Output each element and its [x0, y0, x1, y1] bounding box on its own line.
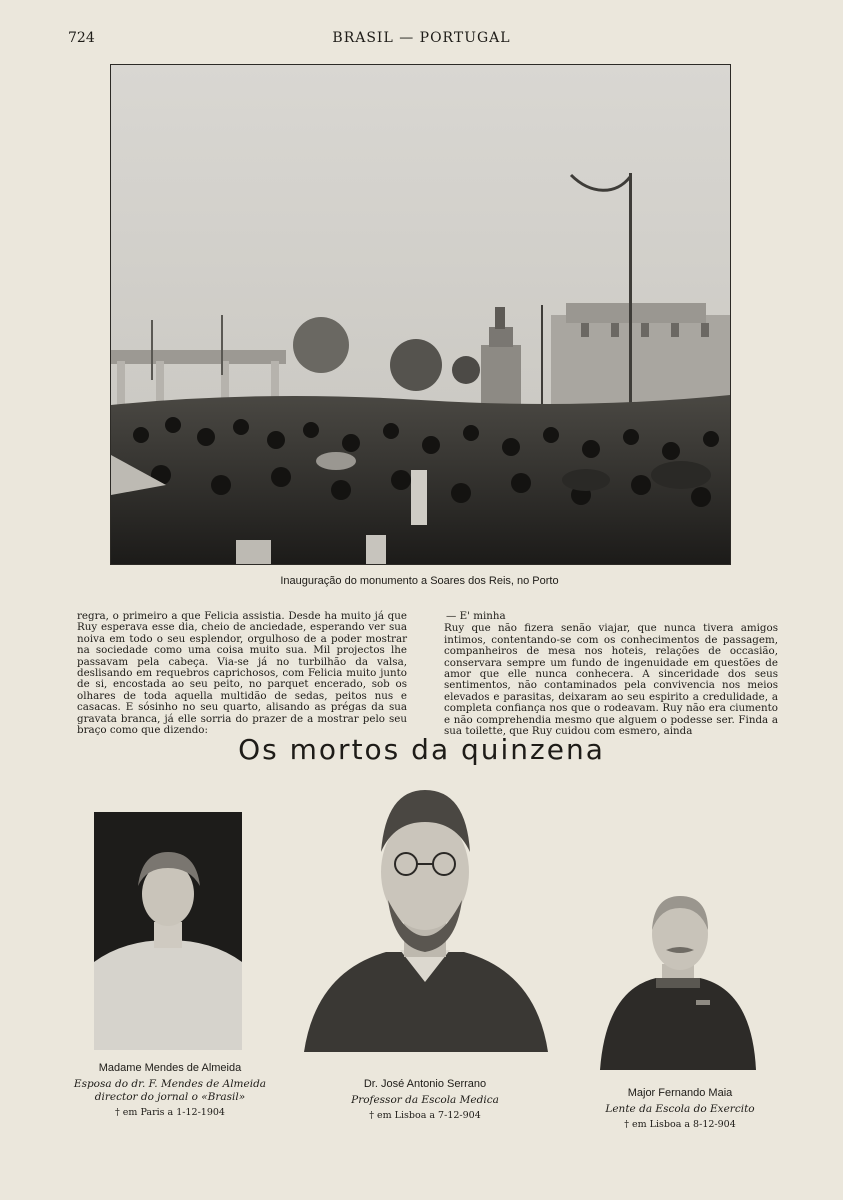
obituary-3 [570, 1087, 790, 1130]
obituary-role: director do jornal o «Brasil» [94, 1091, 246, 1103]
monument-inauguration-photo [110, 64, 731, 565]
portrait-fernando-maia [596, 890, 760, 1074]
obituary-death: † em Lisboa a 7-12-904 [369, 1110, 481, 1121]
obituary-name: Dr. José Antonio Serrano [363, 1078, 487, 1090]
obituary-2 [315, 1078, 535, 1121]
obituary-death: † em Paris a 1-12-1904 [115, 1107, 225, 1118]
article-right-column [444, 610, 778, 738]
obituary-name: Major Fernando Maia [627, 1087, 733, 1099]
article-left-column [77, 610, 407, 737]
obituary-name: Madame Mendes de Almeida [98, 1062, 242, 1074]
main-photo-caption: Inauguração do monumento a Soares dos Reis, no Porto [280, 575, 559, 587]
page-number: 724 [68, 30, 95, 46]
article-left-text: regra, o primeiro a que Felicia assistia. Desde ha muito já que Ruy esperava esse dia, cheio de anciedade, esperando ver sua noiva em todo o seu esplendor, orgulhoso de a poder mostrar na sociedade como uma coisa muito sua. Mil projectos lhe passavam pela cabeça. Via-se já no turbilhão da valsa, deslisando em requebros caprichosos, com Felicia muito junto de si, encostada ao seu peito, no parquet encerado, sob os olhares de toda aquella multidão de sedas, peitos nus e casacas. E sósinho no seu quarto, alisando as prégas da sua gravata branca, já elle sorria do prazer de a mostrar pelo seu braço como que dizendo: [77, 610, 407, 737]
obituary-death: † em Lisboa a 8-12-904 [624, 1119, 736, 1130]
article-dialog-line: — E' minha [446, 610, 506, 622]
article-right-text: Ruy que não fizera senão viajar, que nunca tivera amigos intimos, contentando-se com os conhecimentos de passagem, companheiros de mesa nos hoteis, relações de occasião, conservara sempre um fundo de ingenuidade em questões de amor que elle nunca conhecera. A sinceridade dos seus sentimentos, não contaminados pela convivencia nos meios elevados e parasitas, deixaram ao seu espirito a credulidade, a completa confiança nos que o rodeavam. Ruy não era ciumento e não comprehendia mesmo que alguem o podesse ser. Finda a sua toilette, que Ruy cuidou com esmero, ainda [444, 622, 778, 738]
obituary-role: Esposa do dr. F. Mendes de Almeida [73, 1078, 267, 1090]
running-head: BRASIL — PORTUGAL [332, 30, 511, 46]
obituary-role: Lente da Escola do Exercito [605, 1103, 755, 1115]
obituary-role: Professor da Escola Medica [351, 1094, 499, 1106]
section-title: Os mortos da quinzena [238, 733, 605, 766]
obituary-1 [60, 1062, 280, 1118]
portrait-madame-mendes-de-almeida [94, 812, 242, 1050]
portrait-jose-antonio-serrano [296, 782, 554, 1064]
